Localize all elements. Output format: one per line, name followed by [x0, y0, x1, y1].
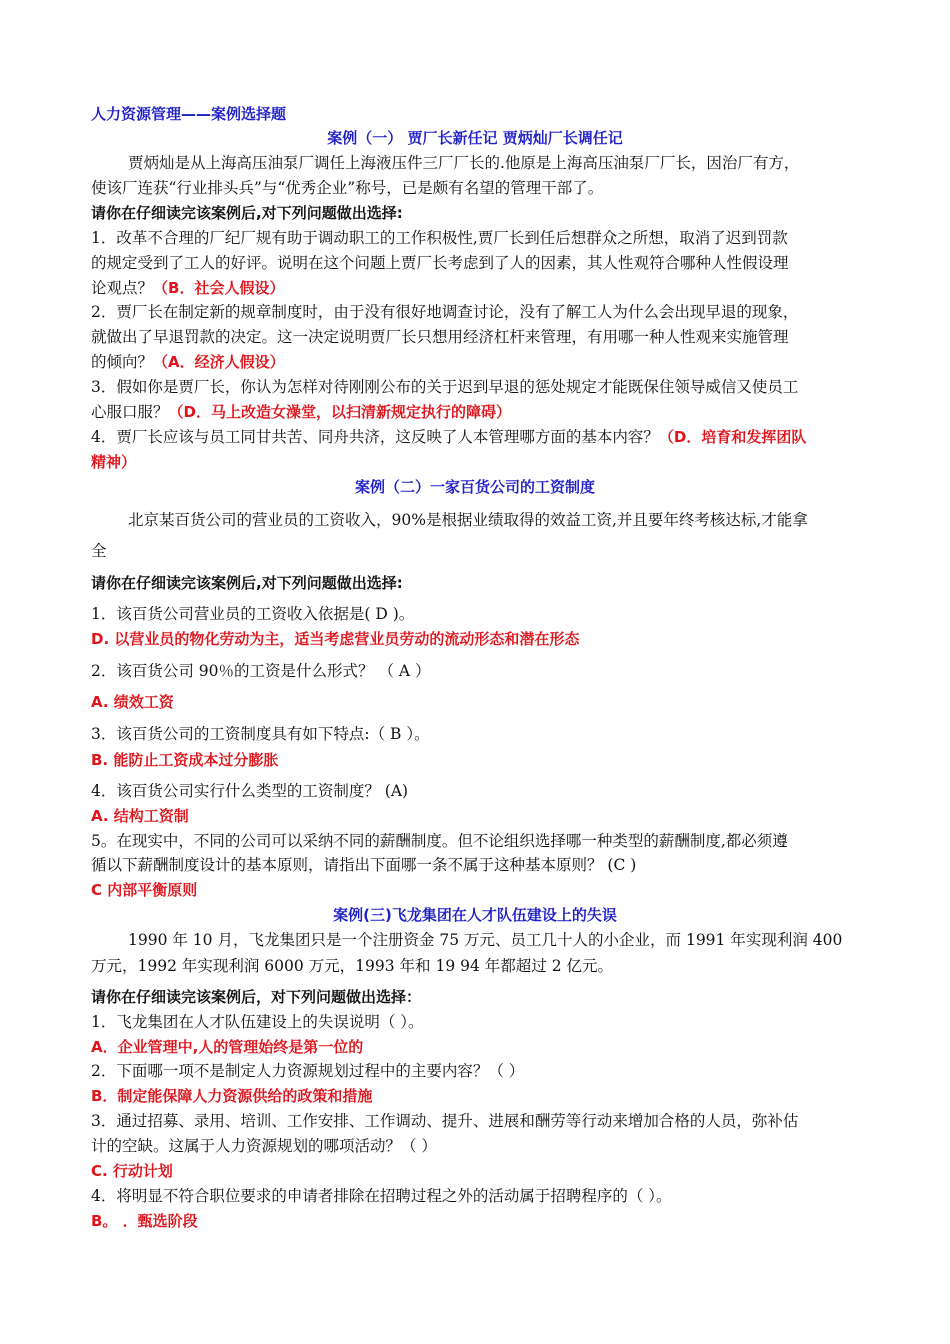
case2-q2: 2．该百货公司 90％的工资是什么形式？ （ A ）	[91, 662, 431, 680]
case3-answer1: A．企业管理中,人的管理始终是第一位的	[91, 1038, 364, 1056]
case3-intro-line1: 1990 年 10 月，飞龙集团只是一个注册资金 75 万元、员工几十人的小企业，而 1991 年实现利润 400	[128, 931, 843, 949]
case1-q2-line3-text: 的倾向？	[91, 353, 154, 371]
case2-answer2: A. 绩效工资	[91, 693, 174, 711]
case2-q5-line1: 5。在现实中，不同的公司可以采纳不同的薪酬制度。但不论组织选择哪一种类型的薪酬制度,都必须遵	[91, 832, 788, 850]
case1-q1-line2: 的规定受到了工人的好评。说明在这个问题上贾厂长考虑到了人的因素，其人性观符合哪种人性假设理	[91, 254, 789, 272]
case3-answer2: B．制定能保障人力资源供给的政策和措施	[91, 1087, 373, 1105]
case2-prompt: 请你在仔细读完该案例后,对下列问题做出选择:	[91, 574, 403, 592]
case2-q1: 1．该百货公司营业员的工资收入依据是( D )。	[91, 605, 415, 623]
document-title: 人力资源管理——案例选择题	[91, 105, 287, 123]
case3-answer4: B。 ．甄选阶段	[91, 1212, 198, 1230]
case1-answer4-part2: 精神）	[91, 453, 137, 471]
case1-q1-line3-text: 论观点？	[91, 279, 154, 297]
case2-answer3: B. 能防止工资成本过分膨胀	[91, 751, 279, 769]
case3-prompt: 请你在仔细读完该案例后，对下列问题做出选择：	[91, 988, 422, 1006]
case1-q3-line2-text: 心服口服？	[91, 403, 169, 421]
case1-q2-line2: 就做出了早退罚款的决定。这一决定说明贾厂长只想用经济杠杆来管理，有用哪一种人性观来实施管理	[91, 328, 789, 346]
case1-intro-line1: 贾炳灿是从上海高压油泵厂调任上海液压件三厂厂长的.他原是上海高压油泵厂厂长，因治厂有方，	[128, 154, 800, 172]
case3-answer3: C. 行动计划	[91, 1162, 173, 1180]
case1-answer4-part1: （D．培育和发挥团队	[658, 428, 807, 446]
case3-q2: 2．下面哪一项不是制定人力资源规划过程中的主要内容？（ ）	[91, 1062, 525, 1080]
case1-answer2: （A．经济人假设）	[153, 353, 285, 371]
case2-q3: 3．该百货公司的工资制度具有如下特点:（ B ）。	[91, 725, 430, 743]
case1-q3-line2	[91, 402, 511, 422]
case3-q4: 4．将明显不符合职位要求的申请者排除在招聘过程之外的活动属于招聘程序的（ ）。	[91, 1187, 672, 1205]
case2-title: 案例（二）一家百货公司的工资制度	[354, 478, 595, 496]
case2-answer1: D. 以营业员的物化劳动为主，适当考虑营业员劳动的流动形态和潜在形态	[91, 630, 580, 648]
case3-q1: 1．飞龙集团在人才队伍建设上的失误说明（ ）。	[91, 1013, 424, 1031]
case3-intro-line2: 万元，1992 年实现利润 6000 万元，1993 年和 19 94 年都超过 2 亿元。	[91, 957, 613, 975]
case1-q4-text: 4．贾厂长应该与员工同甘共苦、同舟共济，这反映了人本管理哪方面的基本内容？	[91, 428, 659, 446]
case1-q1-line1: 1．改革不合理的厂纪厂规有助于调动职工的工作积极性,贾厂长到任后想群众之所想，取消了迟到罚款	[91, 229, 788, 247]
case2-intro-line1: 北京某百货公司的营业员的工资收入，90%是根据业绩取得的效益工资,并且要年终考核达标,才能拿	[128, 511, 808, 529]
case1-q4-line1	[91, 427, 806, 447]
case1-q3-line1: 3．假如你是贾厂长，你认为怎样对待刚刚公布的关于迟到早退的惩处规定才能既保住领导威信又使员工	[91, 378, 799, 396]
case3-title: 案例(三)飞龙集团在人才队伍建设上的失误	[333, 906, 617, 924]
case2-answer4: A. 结构工资制	[91, 807, 189, 825]
case2-intro-line2: 全	[91, 542, 107, 560]
case1-answer3: （D．马上改造女澡堂，以扫清新规定执行的障碍）	[168, 403, 511, 421]
case1-answer1: （B．社会人假设）	[153, 279, 285, 297]
case1-prompt: 请你在仔细读完该案例后,对下列问题做出选择:	[91, 204, 403, 222]
case3-q3-line1: 3．通过招募、录用、培训、工作安排、工作调动、提升、进展和酬劳等行动来增加合格的人员，弥补估	[91, 1112, 799, 1130]
case1-q2-line3	[91, 352, 285, 372]
case2-answer5: C 内部平衡原则	[91, 881, 198, 899]
case3-q3-line2: 计的空缺。这属于人力资源规划的哪项活动？（ ）	[91, 1137, 437, 1155]
case2-q5-line2: 循以下薪酬制度设计的基本原则，请指出下面哪一条不属于这种基本原则？ (C )	[91, 856, 637, 874]
case1-q1-line3	[91, 278, 284, 298]
case2-q4: 4．该百货公司实行什么类型的工资制度？ (A)	[91, 782, 409, 800]
case1-intro-line2: 使该厂连获“行业排头兵”与“优秀企业”称号，已是颇有名望的管理干部了。	[91, 179, 604, 197]
case1-q2-line1: 2．贾厂长在制定新的规章制度时，由于没有很好地调查讨论，没有了解工人为什么会出现早退的现象，	[91, 303, 799, 321]
case1-title: 案例（一） 贾厂长新任记 贾炳灿厂长调任记	[327, 129, 623, 147]
